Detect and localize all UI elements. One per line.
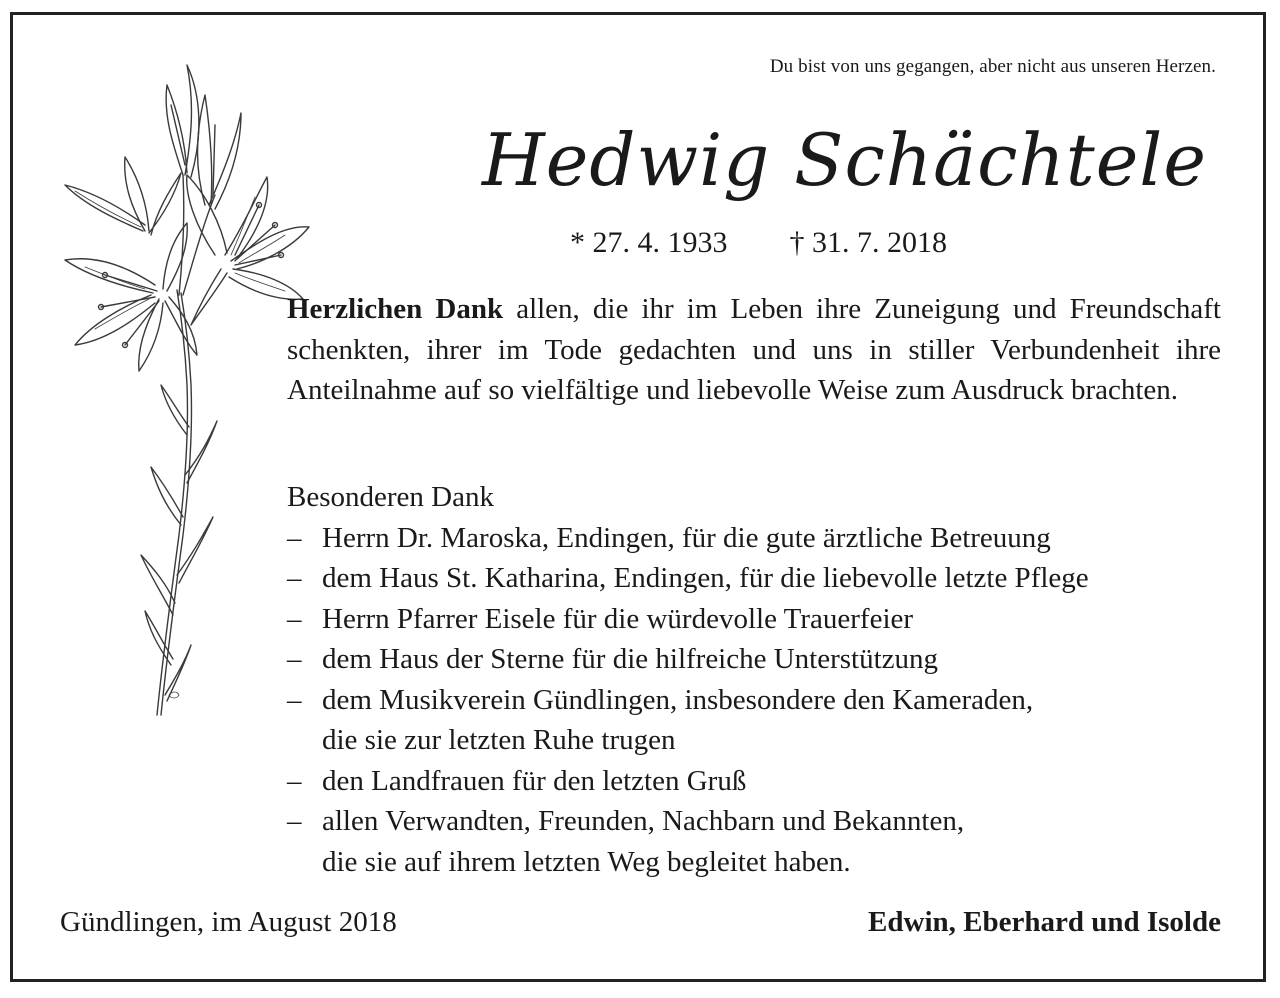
list-item-text: dem Haus St. Katharina, Endingen, für die liebevolle letzte Pflege (322, 562, 1089, 594)
dash-bullet: – (287, 805, 302, 837)
lily-flower-icon (45, 55, 315, 720)
life-dates (570, 226, 947, 260)
list-item (287, 639, 1227, 680)
dash-bullet: – (287, 602, 302, 635)
birth-date: * 27. 4. 1933 (570, 226, 728, 259)
motto: Du bist von uns gegangen, aber nicht aus unseren Herzen. (769, 56, 1216, 77)
list-item-text: dem Musikverein Gündlingen, insbesondere den Kameraden, die sie zur letzten Ruhe trugen (322, 683, 1034, 756)
dash-bullet: – (287, 643, 302, 675)
deceased-name: Hedwig Schächtele (482, 118, 1207, 202)
dash-bullet: – (287, 562, 302, 594)
list-item (287, 801, 1227, 882)
list-item (287, 558, 1227, 599)
family-signature: Edwin, Eberhard und Isolde (868, 906, 1221, 938)
list-item-text: Herrn Dr. Maroska, Endingen, für die gute ärztliche Betreuung (322, 521, 1051, 554)
special-thanks-list (287, 518, 1227, 883)
list-item (287, 680, 1227, 761)
list-item-text: Herrn Pfarrer Eisele für die würdevolle Trauerfeier (322, 602, 914, 635)
thanks-text: allen, die ihr im Leben ihre Zuneigung und Freundschaft schenkten, ihrer im Tode gedachten und uns in stiller Verbundenheit ihre Anteilnahme auf so vielfältige und liebevolle Weise zum Ausdruck brachten. (287, 293, 1221, 406)
list-item-text: allen Verwandten, Freunden, Nachbarn und Bekannten, die sie auf ihrem letzten Weg begleitet haben. (322, 805, 965, 878)
special-thanks-section (287, 477, 1227, 882)
dash-bullet: – (287, 521, 302, 554)
list-item-text: dem Haus der Sterne für die hilfreiche Unterstützung (322, 643, 939, 675)
thanks-paragraph (287, 289, 1221, 411)
special-thanks-title: Besonderen Dank (287, 481, 494, 513)
death-date: † 31. 7. 2018 (789, 226, 947, 259)
dash-bullet: – (287, 683, 302, 716)
list-item (287, 518, 1227, 559)
thanks-lead: Herzlichen Dank (287, 293, 504, 325)
dash-bullet: – (287, 764, 302, 797)
list-item-text: den Landfrauen für den letzten Gruß (322, 764, 747, 797)
list-item (287, 761, 1227, 802)
place-and-date: Gündlingen, im August 2018 (60, 906, 397, 938)
list-item (287, 599, 1227, 640)
